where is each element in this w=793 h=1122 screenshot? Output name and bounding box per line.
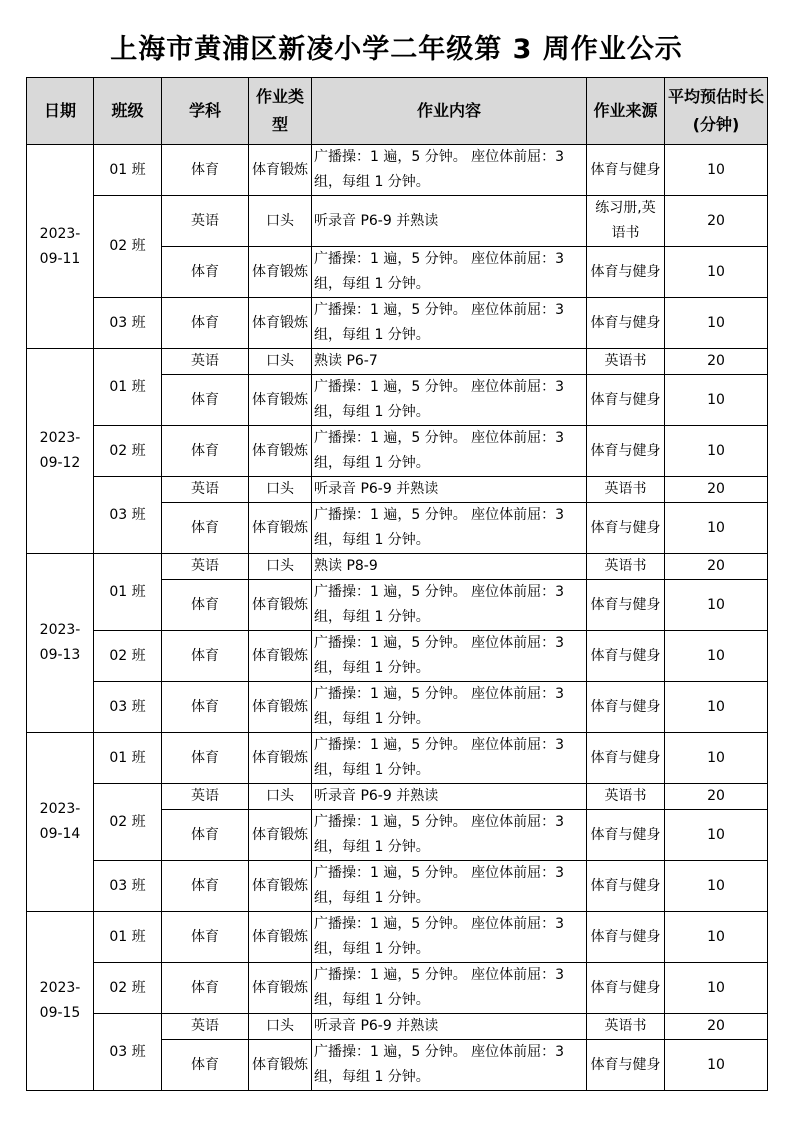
type-cell: 体育锻炼 [249,247,312,298]
header-content: 作业内容 [312,78,587,145]
subject-cell: 体育 [162,963,249,1014]
source-cell: 体育与健身 [587,247,665,298]
content-cell: 广播操：1 遍，5 分钟。 座位体前屈：3 组，每组 1 分钟。 [312,145,587,196]
subject-cell: 体育 [162,810,249,861]
content-cell: 听录音 P6-9 并熟读 [312,196,587,247]
source-cell: 体育与健身 [587,580,665,631]
content-cell: 广播操：1 遍，5 分钟。 座位体前屈：3 组，每组 1 分钟。 [312,912,587,963]
type-cell: 体育锻炼 [249,810,312,861]
date-cell: 2023-09-14 [27,733,94,912]
subject-cell: 体育 [162,298,249,349]
table-row [27,145,768,196]
type-cell: 体育锻炼 [249,375,312,426]
content-cell: 广播操：1 遍，5 分钟。 座位体前屈：3 组，每组 1 分钟。 [312,298,587,349]
content-cell: 听录音 P6-9 并熟读 [312,1014,587,1040]
type-cell: 体育锻炼 [249,861,312,912]
class-cell: 02 班 [94,426,162,477]
source-cell: 英语书 [587,554,665,580]
table-row [27,196,768,247]
date-cell: 2023-09-12 [27,349,94,554]
content-cell: 听录音 P6-9 并熟读 [312,784,587,810]
class-cell: 01 班 [94,145,162,196]
source-cell: 英语书 [587,477,665,503]
source-cell: 体育与健身 [587,375,665,426]
minutes-cell: 10 [665,733,768,784]
minutes-cell: 10 [665,145,768,196]
content-cell: 广播操：1 遍，5 分钟。 座位体前屈：3 组，每组 1 分钟。 [312,503,587,554]
type-cell: 体育锻炼 [249,1040,312,1091]
header-source: 作业来源 [587,78,665,145]
minutes-cell: 10 [665,912,768,963]
content-cell: 广播操：1 遍，5 分钟。 座位体前屈：3 组，每组 1 分钟。 [312,861,587,912]
type-cell: 体育锻炼 [249,912,312,963]
table-row [27,682,768,733]
type-cell: 口头 [249,349,312,375]
minutes-cell: 10 [665,1040,768,1091]
minutes-cell: 10 [665,375,768,426]
content-cell: 广播操：1 遍，5 分钟。 座位体前屈：3 组，每组 1 分钟。 [312,247,587,298]
class-cell: 03 班 [94,477,162,554]
subject-cell: 体育 [162,580,249,631]
table-row [27,298,768,349]
table-body [27,145,768,1091]
table-row [27,554,768,580]
type-cell: 体育锻炼 [249,145,312,196]
table-row [27,631,768,682]
minutes-cell: 10 [665,861,768,912]
content-cell: 广播操：1 遍，5 分钟。 座位体前屈：3 组，每组 1 分钟。 [312,1040,587,1091]
minutes-cell: 20 [665,554,768,580]
date-cell: 2023-09-13 [27,554,94,733]
date-cell: 2023-09-15 [27,912,94,1091]
source-cell: 英语书 [587,784,665,810]
subject-cell: 英语 [162,1014,249,1040]
class-cell: 03 班 [94,861,162,912]
class-cell: 01 班 [94,733,162,784]
table-row [27,784,768,810]
table-row [27,733,768,784]
type-cell: 体育锻炼 [249,682,312,733]
content-cell: 广播操：1 遍，5 分钟。 座位体前屈：3 组，每组 1 分钟。 [312,682,587,733]
class-cell: 03 班 [94,1014,162,1091]
subject-cell: 体育 [162,503,249,554]
type-cell: 体育锻炼 [249,580,312,631]
source-cell: 体育与健身 [587,426,665,477]
subject-cell: 体育 [162,682,249,733]
subject-cell: 体育 [162,145,249,196]
class-cell: 01 班 [94,349,162,426]
class-cell: 02 班 [94,631,162,682]
minutes-cell: 10 [665,682,768,733]
source-cell: 体育与健身 [587,631,665,682]
content-cell: 广播操：1 遍，5 分钟。 座位体前屈：3 组，每组 1 分钟。 [312,963,587,1014]
subject-cell: 体育 [162,426,249,477]
minutes-cell: 20 [665,196,768,247]
minutes-cell: 10 [665,810,768,861]
subject-cell: 英语 [162,784,249,810]
type-cell: 体育锻炼 [249,963,312,1014]
subject-cell: 英语 [162,554,249,580]
source-cell: 体育与健身 [587,682,665,733]
type-cell: 口头 [249,1014,312,1040]
table-row [27,426,768,477]
class-cell: 03 班 [94,298,162,349]
type-cell: 口头 [249,477,312,503]
source-cell: 体育与健身 [587,861,665,912]
source-cell: 练习册,英语书 [587,196,665,247]
minutes-cell: 10 [665,963,768,1014]
minutes-cell: 20 [665,1014,768,1040]
type-cell: 口头 [249,784,312,810]
type-cell: 口头 [249,196,312,247]
subject-cell: 体育 [162,1040,249,1091]
content-cell: 广播操：1 遍，5 分钟。 座位体前屈：3 组，每组 1 分钟。 [312,375,587,426]
source-cell: 体育与健身 [587,298,665,349]
subject-cell: 英语 [162,196,249,247]
type-cell: 体育锻炼 [249,298,312,349]
table-row [27,861,768,912]
content-cell: 广播操：1 遍，5 分钟。 座位体前屈：3 组，每组 1 分钟。 [312,580,587,631]
minutes-cell: 10 [665,580,768,631]
minutes-cell: 10 [665,426,768,477]
class-cell: 02 班 [94,196,162,298]
subject-cell: 体育 [162,375,249,426]
type-cell: 体育锻炼 [249,733,312,784]
header-minutes: 平均预估时长(分钟) [665,78,768,145]
class-cell: 03 班 [94,682,162,733]
header-class: 班级 [94,78,162,145]
header-subject: 学科 [162,78,249,145]
content-cell: 广播操：1 遍，5 分钟。 座位体前屈：3 组，每组 1 分钟。 [312,733,587,784]
page-title: 上海市黄浦区新凌小学二年级第 3 周作业公示 [110,34,683,65]
source-cell: 体育与健身 [587,145,665,196]
date-cell: 2023-09-11 [27,145,94,349]
content-cell: 广播操：1 遍，5 分钟。 座位体前屈：3 组，每组 1 分钟。 [312,426,587,477]
source-cell: 体育与健身 [587,810,665,861]
subject-cell: 体育 [162,912,249,963]
class-cell: 02 班 [94,784,162,861]
content-cell: 熟读 P8-9 [312,554,587,580]
class-cell: 01 班 [94,912,162,963]
type-cell: 体育锻炼 [249,631,312,682]
source-cell: 体育与健身 [587,1040,665,1091]
table-row [27,912,768,963]
type-cell: 体育锻炼 [249,426,312,477]
header-row [27,78,768,145]
subject-cell: 体育 [162,733,249,784]
content-cell: 广播操：1 遍，5 分钟。 座位体前屈：3 组，每组 1 分钟。 [312,810,587,861]
table-row [27,963,768,1014]
minutes-cell: 20 [665,349,768,375]
type-cell: 口头 [249,554,312,580]
subject-cell: 体育 [162,631,249,682]
content-cell: 熟读 P6-7 [312,349,587,375]
minutes-cell: 10 [665,298,768,349]
source-cell: 体育与健身 [587,503,665,554]
minutes-cell: 20 [665,784,768,810]
source-cell: 英语书 [587,1014,665,1040]
table-row [27,477,768,503]
header-type: 作业类型 [249,78,312,145]
content-cell: 广播操：1 遍，5 分钟。 座位体前屈：3 组，每组 1 分钟。 [312,631,587,682]
type-cell: 体育锻炼 [249,503,312,554]
subject-cell: 体育 [162,861,249,912]
minutes-cell: 10 [665,631,768,682]
class-cell: 02 班 [94,963,162,1014]
source-cell: 英语书 [587,349,665,375]
subject-cell: 英语 [162,477,249,503]
subject-cell: 体育 [162,247,249,298]
class-cell: 01 班 [94,554,162,631]
minutes-cell: 20 [665,477,768,503]
homework-table [26,77,768,1091]
minutes-cell: 10 [665,503,768,554]
source-cell: 体育与健身 [587,733,665,784]
subject-cell: 英语 [162,349,249,375]
table-row [27,1014,768,1040]
table-row [27,349,768,375]
source-cell: 体育与健身 [587,912,665,963]
source-cell: 体育与健身 [587,963,665,1014]
minutes-cell: 10 [665,247,768,298]
content-cell: 听录音 P6-9 并熟读 [312,477,587,503]
header-date: 日期 [27,78,94,145]
